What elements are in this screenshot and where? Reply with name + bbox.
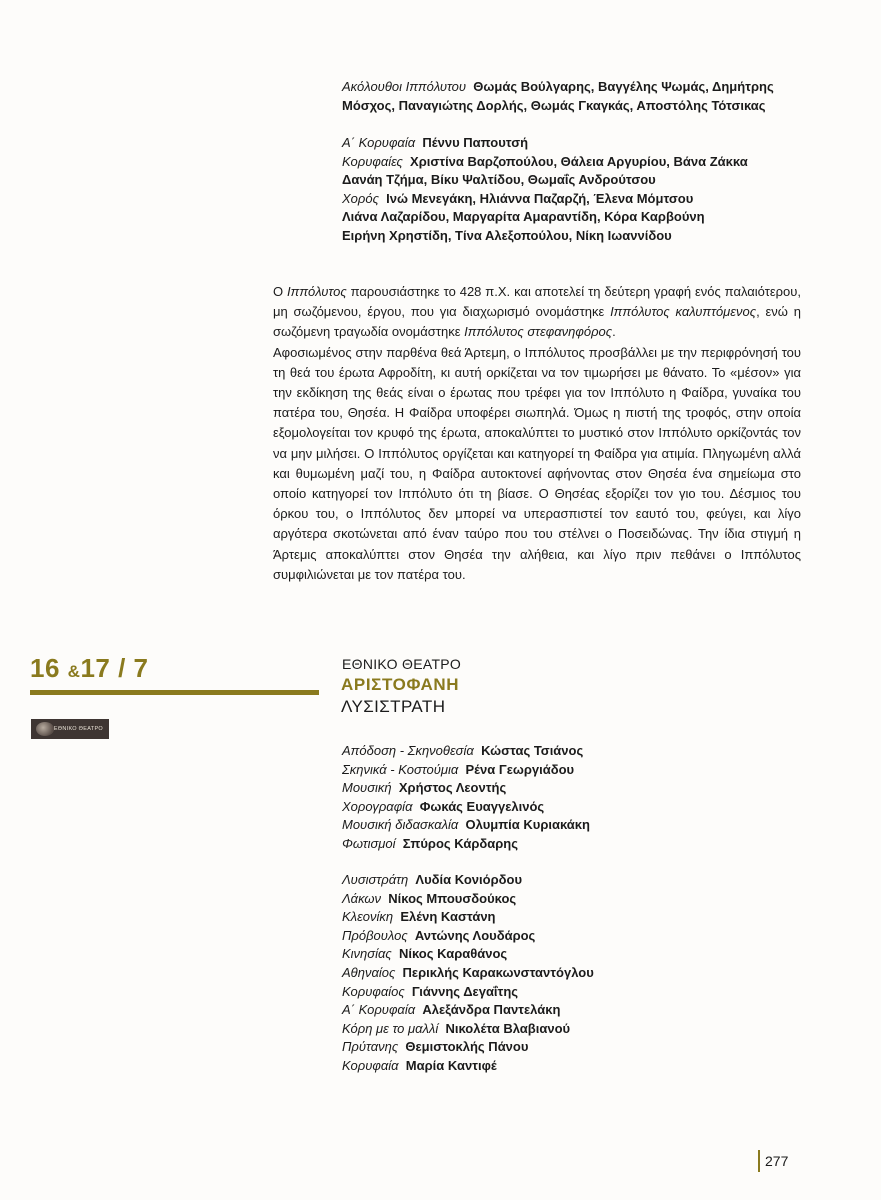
- synopsis-paragraph: [273, 282, 801, 343]
- cast-name: Ελένη Καστάνη: [400, 909, 496, 925]
- cast-line: [342, 964, 822, 983]
- cast-role: Κινησίας: [342, 946, 392, 962]
- credit-role: Κορυφαίες: [342, 153, 403, 169]
- credit-line: [342, 208, 822, 227]
- credit-names: Δανάη Τζήμα, Βίκυ Ψαλτίδου, Θωμαΐς Ανδρούτσου: [342, 172, 656, 188]
- credit-line: [342, 97, 822, 116]
- cast-role: Κορυφαίος: [342, 983, 405, 999]
- cast-line: [342, 983, 822, 1002]
- theatre-emblem-icon: [36, 722, 54, 736]
- cast-name: Νίκος Καραθάνος: [398, 946, 508, 962]
- cast-role: Λάκων: [342, 890, 382, 906]
- cast-role: Κόρη με το μαλλί: [342, 1020, 439, 1036]
- cast-list: [342, 871, 822, 1076]
- cast-role: Κλεονίκη: [342, 909, 394, 925]
- credit-line: [342, 190, 822, 209]
- chorus-credits: [342, 134, 822, 246]
- cast-line: [342, 1001, 822, 1020]
- cast-role: Λυσιστράτη: [342, 872, 409, 887]
- text-run: .: [612, 324, 616, 340]
- text-run: παρουσιάστηκε το 428 π.Χ. και αποτελεί τη δεύτερη γραφή ενός παλαιότερου, μη σωζόμενου, έργου, που για διαχωρισμό ονομάστηκε: [273, 284, 801, 320]
- cast-name: Θεμιστοκλής Πάνου: [405, 1039, 529, 1055]
- cast-name: Αλεξάνδρα Παντελάκη: [422, 1002, 561, 1018]
- credit-names: Ολυμπία Κυριακάκη: [465, 817, 590, 833]
- cast-name: Νικολέτα Βλαβιανού: [445, 1020, 571, 1036]
- credit-role: Χορός: [342, 190, 379, 206]
- theatre-name: ΕΘΝΙΚΟ ΘΕΑΤΡΟ: [342, 656, 462, 672]
- credit-role: Φωτισμοί: [342, 835, 396, 851]
- credits-top: [342, 78, 822, 115]
- cast-line: [342, 1057, 822, 1076]
- cast-name: Μαρία Καντιφέ: [405, 1057, 497, 1073]
- credit-role: Ακόλουθοι Ιππόλυτου: [342, 79, 467, 94]
- national-theatre-logo: [31, 719, 109, 739]
- credit-names: Ειρήνη Χρηστίδη, Τίνα Αλεξοπούλου, Νίκη Ιωαννίδου: [342, 227, 672, 243]
- credit-line: [342, 835, 822, 854]
- credit-line: [342, 134, 822, 153]
- production-credits: [342, 742, 822, 854]
- cast-name: Γιάννης Δεγαΐτης: [411, 983, 519, 999]
- cast-role: Αθηναίος: [342, 964, 396, 980]
- author-name: ΑΡΙΣΤΟΦΑΝΗ: [341, 675, 460, 694]
- play-title: ΛΥΣΙΣΤΡΑΤΗ: [341, 697, 446, 716]
- play-title-italic: Ιππόλυτος καλυπτόμενος: [610, 304, 757, 320]
- credit-names: Χριστίνα Βαρζοπούλου, Θάλεια Αργυρίου, Βάνα Ζάκκα: [410, 153, 748, 169]
- event-date: [30, 653, 149, 684]
- text-run: Ο: [273, 284, 288, 299]
- cast-role: Πρόβουλος: [342, 927, 408, 943]
- cast-line: [342, 908, 822, 927]
- cast-line: [342, 890, 822, 909]
- credit-names: Πέννυ Παπουτσή: [422, 135, 529, 150]
- date-day-a: 16: [30, 653, 60, 683]
- play-title-italic: Ιππόλυτος: [287, 284, 347, 299]
- date-ampersand: &: [67, 662, 81, 681]
- cast-name: Περικλής Καρακωνσταντόγλου: [402, 964, 594, 980]
- cast-line: [342, 945, 822, 964]
- credit-line: [342, 742, 822, 761]
- credit-role: Α΄ Κορυφαία: [342, 135, 416, 150]
- cast-line: [342, 1038, 822, 1057]
- cast-line: [342, 871, 822, 890]
- credit-names: Ρένα Γεωργιάδου: [465, 761, 575, 777]
- logo-text: ΕΘΝΙΚΟ ΘΕΑΤΡΟ: [53, 726, 103, 732]
- credit-role: Μουσική διδασκαλία: [342, 817, 459, 833]
- credit-names: Σπύρος Κάρδαρης: [402, 835, 518, 851]
- play-title-italic: Ιππόλυτος στεφανηφόρος: [464, 324, 613, 340]
- credit-names: Ινώ Μενεγάκη, Ηλιάννα Παζαρζή, Έλενα Μόμτσου: [386, 190, 694, 206]
- credit-line: [342, 816, 822, 835]
- date-day-b: 17 / 7: [80, 653, 149, 683]
- synopsis-paragraph: Αφοσιωμένος στην παρθένα θεά Άρτεμη, ο Ιππόλυτος προσβάλλει με την περιφρόνησή του τη θεά του έρωτα Αφροδίτη, κι αυτή ορκίζεται να τον τιμωρήσει με θάνατο. Το «μέσον» για την εκδίκηση της θεάς είναι ο έρωτας που τρέφει για τον Ιππόλυτο η Φαίδρα, γυναίκα του πατέρα του, Θησέα. Η Φαίδρα υποφέρει σιωπηλά. Όμως η πιστή της τροφός, στην οποία εξομολογείται τον κρυφό της έρωτα, αποκαλύπτει το μυστικό στον Ιππόλυτο ορκίζοντάς τον να μην μιλήσει. Ο Ιππόλυτος οργίζεται και κατηγορεί τη Φαίδρα για ατιμία. Πληγωμένη αλλά και θυμωμένη μαζί του, η Φαίδρα αυτοκτονεί αφήνοντας στον Θησέα ένα σημείωμα στο οποίο κατηγορεί τον Ιππόλυτο ότι τη βίασε. Ο Θησέας εξορίζει τον γιο του. Δέσμιος του όρκου του, ο Ιππόλυτος δεν μπορεί να υπερασπιστεί τον εαυτό του, φεύγει, και λίγο αργότερα σκοτώνεται από έναν ταύρο που του στέλνει ο Ποσειδώνας. Την ίδια στιγμή η Άρτεμις αποκαλύπτει στον Θησέα την αλήθεια, και λίγο πριν πεθάνει ο Ιππόλυτος συμφιλιώνεται με τον πατέρα του.: [273, 344, 801, 582]
- credit-line: [342, 761, 822, 780]
- synopsis: [273, 282, 801, 585]
- credit-names: Μόσχος, Παναγιώτης Δορλής, Θωμάς Γκαγκάς, Αποστόλης Τότσικας: [342, 97, 766, 113]
- cast-name: Λυδία Κονιόρδου: [415, 872, 523, 887]
- cast-line: [342, 1020, 822, 1039]
- cast-role: Πρύτανης: [342, 1039, 399, 1055]
- credit-role: Χορογραφία: [342, 798, 413, 814]
- cast-line: [342, 927, 822, 946]
- credit-names: Χρήστος Λεοντής: [398, 780, 507, 796]
- credit-line: [342, 798, 822, 817]
- credit-names: Κώστας Τσιάνος: [481, 743, 584, 758]
- cast-name: Αντώνης Λουδάρος: [414, 927, 536, 943]
- credit-names: Λιάνα Λαζαρίδου, Μαργαρίτα Αμαραντίδη, Κόρα Καρβούνη: [342, 209, 705, 225]
- credit-role: Μουσική: [342, 780, 392, 796]
- credit-names: Φωκάς Ευαγγελινός: [419, 798, 545, 814]
- page-number: 277: [758, 1150, 788, 1172]
- cast-role: Κορυφαία: [342, 1057, 399, 1073]
- credit-line: [342, 171, 822, 190]
- cast-name: Νίκος Μπουσδούκος: [388, 890, 517, 906]
- credit-role: Απόδοση - Σκηνοθεσία: [342, 743, 474, 758]
- credit-role: Σκηνικά - Κοστούμια: [342, 761, 459, 777]
- credit-line: [342, 78, 822, 97]
- section-divider: [30, 690, 319, 695]
- credit-line: [342, 153, 822, 172]
- cast-role: Α΄ Κορυφαία: [342, 1002, 416, 1018]
- credit-line: [342, 227, 822, 246]
- credit-line: [342, 779, 822, 798]
- text-run: , ενώ η σωζόμενη τραγωδία ονομάστηκε: [273, 304, 801, 340]
- credit-names: Θωμάς Βούλγαρης, Βαγγέλης Ψωμάς, Δημήτρης: [473, 79, 774, 94]
